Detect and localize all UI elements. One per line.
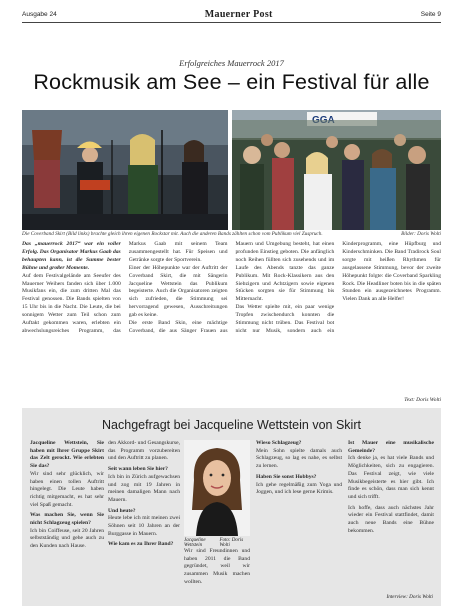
interview-question: Und heute? bbox=[108, 507, 136, 514]
interview-answer: Ich denke ja, es hat viele Bands und Möglichkeiten, sich zu engagieren. Das Festival zeigt, wie viele Musikbegeisterte es hier gibt. Ich finde es schön, dass man sich kennt und sich trifft. bbox=[348, 455, 434, 500]
issue-number: Ausgabe 24 bbox=[22, 10, 57, 18]
interview-answer: Ich gehe regelmäßig zum Yoga und Joggen, und ich lese gerne Krimis. bbox=[256, 481, 342, 496]
interview-answer: Wir sind sehr glücklich, wir haben einen tollen Auftritt hingelegt. Die Leute haben richtig mitgemacht, es hat sehr viel Spaß gemacht. bbox=[30, 470, 104, 508]
band-photo-left bbox=[22, 110, 228, 230]
interview-answer: Ich hoffe, dass auch nächstes Jahr wieder ein Festival stattfindet, damit auch neue Bands eine Bühne bekommen. bbox=[348, 504, 434, 534]
header-rule bbox=[22, 22, 441, 23]
photo-caption-row bbox=[22, 231, 441, 237]
interview-box bbox=[22, 408, 441, 606]
portrait-caption-row bbox=[184, 538, 250, 548]
article-paragraph: Auf dem Festivalgelände am Seeufer des Mauerner Weihers fanden sich über 1.000 Musikfans ein, die zum dritten Mal das Festival genossen. Die Bands spielten von 15 Uhr bis in die Nacht. Die Leute, die bei sonnigem Wetter zum Teil schon zum Auftakt gekommen waren, erlebten ein abwechslungsreiches Programm, das Markus Gaab mit seinem Team zusammengestellt hat. Für Speisen und Getränke sorgte der Sportverein. bbox=[22, 241, 228, 334]
interview-answer: Heute lebe ich mit meinen zwei Söhnen seit 10 Jahren an der Burggasse in Mauern. bbox=[108, 515, 180, 537]
interview-byline: Interview: Doris Wolti bbox=[386, 594, 433, 600]
article-paragraph: Das Wetter spielte mit, ein paar wenige Tropfen zwischendurch konnten die Stimmung nicht trüben. Das Festival bot nicht nur Musik, sondern auch ein Kinderprogramm, eine Hüpfburg und Kinderschminken. Die Band Tradirock Soul sorgte mit heißen Rhythmen für ausgelassene Stimmung, bevor der zweite Höhepunkt folgte: die Coverband Sparkling Rock. Die Headliner boten bis in die späten Stunden ein ausgezeichnetes Programm. Vielen Dank an alle Helfer! bbox=[235, 241, 441, 334]
article-kicker: Erfolgreiches Mauerrock 2017 bbox=[179, 58, 284, 68]
interview-column-2 bbox=[108, 440, 180, 549]
interview-question: Seit wann leben Sie hier? bbox=[108, 466, 168, 473]
article-paragraph: Die erste Band Skin, eine mächtige Coverband, die aus Sänger Frauen aus Mauern und Umgebung besteht, hat einen profunden Einstieg geboten. Die anfänglich noch Reihen füllten sich zusehends und im Laufe des Abends tanzte das ganze Publikum. Mit Rock-Klassikern aus den Siebzigern und Achtzigern sowie eigenen Stücken sorgten sie für Stimmung bis Mitternacht. bbox=[128, 241, 335, 334]
interview-question: Wieso Schlagzeug? bbox=[256, 440, 302, 446]
article-byline: Text: Doris Wolti bbox=[404, 397, 441, 403]
interview-question: Jacqueline Wettstein, Sie haben mit Ihrer Gruppe Skirt das Zelt gerockt. Wie erlebten Sie das? bbox=[30, 440, 104, 470]
crowd-photo-right bbox=[232, 110, 441, 230]
interview-column-3a bbox=[184, 548, 250, 587]
article-body bbox=[22, 241, 441, 396]
interview-answer: den Akkord- und Gesangskurse, das Programm vorzubereiten und den Auftritt zu planen. bbox=[108, 440, 180, 462]
article-paragraph: Einer der Höhepunkte war der Auftritt der Coverband Skirt, die mit Sängerin Jacqueline Wettstein das Publikum begeisterte. Auch die Organisatoren zeigten sich zufrieden, die Stimmung sei hervorragend gewesen, Ausschreitungen gab es keine. bbox=[128, 264, 228, 319]
interview-question: Haben Sie sonst Hobbys? bbox=[256, 473, 317, 480]
article-headline: Rockmusik am See – ein Festival für alle bbox=[33, 70, 430, 94]
interview-column-3 bbox=[256, 440, 342, 497]
publication-title: Mauerner Post bbox=[204, 8, 273, 20]
interview-column-1 bbox=[30, 440, 104, 551]
interview-answer: Ich bin Coiffeuse, seit 20 Jahren selbstständig und gehe auch zu den Kunden nach Hause. bbox=[30, 527, 104, 550]
article-lead: Das „mauerrock 2017“ war ein voller Erfolg. Das Organisator Markus Gaab das behaupten kann, ist die Summe bester Bühne und großer Momente. bbox=[22, 241, 121, 271]
interview-answer: Wir sind Freundinnen und haben 2011 die Band gegründet, weil wir zusammen Musik machen wollten. bbox=[184, 548, 250, 585]
photo-credit: Bilder: Doris Wolti bbox=[401, 231, 441, 237]
interview-answer: Mein Sohn spielte damals auch Schlagzeug, so lag es nahe, es selbst zu lernen. bbox=[256, 447, 342, 470]
interview-question: Wie kam es zu Ihrer Band? bbox=[108, 541, 174, 548]
interview-answer: Ich bin in Zürich aufgewachsen und zog mit 19 Jahren in meinen damaligen Mann nach Mauern. bbox=[108, 473, 180, 503]
interview-title: Nachgefragt bei Jacqueline Wettstein von Skirt bbox=[102, 418, 361, 432]
interview-question: Ist Mauer eine musikalische Gemeinde? bbox=[348, 440, 434, 454]
interview-question: Was machen Sie, wenn Sie nicht Schlagzeug spielen? bbox=[30, 512, 104, 527]
page-number: Seite 9 bbox=[420, 10, 441, 18]
photo-caption: Die Coverband Skirt (Bild links) brachte gleich ihren eigenen Rockstar mit. Auch die anderen Bands zählten schon vom Publikum viel Zuspruch. bbox=[22, 231, 323, 237]
portrait-credit: Foto: Doris Wolti bbox=[219, 538, 244, 548]
interviewee-portrait bbox=[184, 440, 250, 536]
interview-column-4 bbox=[348, 440, 434, 535]
page-header bbox=[22, 8, 441, 20]
portrait-caption: Jacqueline Wettstein bbox=[184, 538, 206, 548]
